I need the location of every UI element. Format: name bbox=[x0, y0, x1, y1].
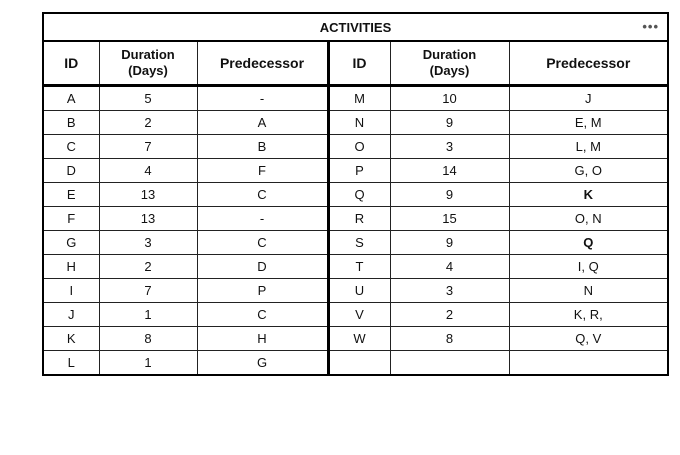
cell-id: G bbox=[43, 231, 99, 255]
table-row bbox=[43, 255, 668, 279]
cell-duration: 14 bbox=[390, 159, 509, 183]
header-duration-left-line2: (Days) bbox=[128, 63, 168, 78]
header-duration-right bbox=[390, 41, 509, 86]
table-row bbox=[43, 183, 668, 207]
cell-predecessor: G, O bbox=[509, 159, 668, 183]
table-row bbox=[43, 303, 668, 327]
cell-duration: 2 bbox=[99, 111, 197, 135]
cell-duration: 13 bbox=[99, 207, 197, 231]
cell-predecessor: K bbox=[509, 183, 668, 207]
cell-id: R bbox=[328, 207, 390, 231]
table-row bbox=[43, 207, 668, 231]
header-duration-left-line1: Duration bbox=[121, 47, 175, 62]
cell-predecessor: F bbox=[197, 159, 328, 183]
cell-duration: 3 bbox=[99, 231, 197, 255]
cell-id: H bbox=[43, 255, 99, 279]
table-row bbox=[43, 135, 668, 159]
cell-id: V bbox=[328, 303, 390, 327]
cell-id: E bbox=[43, 183, 99, 207]
table-row bbox=[43, 327, 668, 351]
table-row bbox=[43, 86, 668, 111]
cell-predecessor: P bbox=[197, 279, 328, 303]
cell-id: J bbox=[43, 303, 99, 327]
cell-predecessor: Q, V bbox=[509, 327, 668, 351]
cell-predecessor: C bbox=[197, 183, 328, 207]
table-row bbox=[43, 231, 668, 255]
table-title: ACTIVITIES bbox=[319, 19, 392, 35]
cell-id: A bbox=[43, 86, 99, 111]
table-header-row bbox=[43, 41, 668, 86]
cell-predecessor: L, M bbox=[509, 135, 668, 159]
cell-duration: 13 bbox=[99, 183, 197, 207]
table-row bbox=[43, 351, 668, 376]
cell-duration: 2 bbox=[99, 255, 197, 279]
cell-id: N bbox=[328, 111, 390, 135]
cell-predecessor: D bbox=[197, 255, 328, 279]
cell-duration: 3 bbox=[390, 135, 509, 159]
cell-duration: 7 bbox=[99, 135, 197, 159]
cell-duration: 4 bbox=[390, 255, 509, 279]
cell-predecessor: K, R, bbox=[509, 303, 668, 327]
cell-predecessor: N bbox=[509, 279, 668, 303]
cell-duration: 9 bbox=[390, 183, 509, 207]
cell-id: M bbox=[328, 86, 390, 111]
cell-predecessor: A bbox=[197, 111, 328, 135]
cell-duration: 9 bbox=[390, 111, 509, 135]
header-duration-right-line2: (Days) bbox=[429, 63, 470, 78]
cell-duration: 8 bbox=[390, 327, 509, 351]
cell-predecessor: C bbox=[197, 231, 328, 255]
table-title-row bbox=[43, 13, 668, 41]
table-row bbox=[43, 111, 668, 135]
cell-duration: 3 bbox=[390, 279, 509, 303]
table-row bbox=[43, 279, 668, 303]
cell-id: I bbox=[43, 279, 99, 303]
cell-duration: 8 bbox=[99, 327, 197, 351]
more-dots-icon[interactable]: ••• bbox=[642, 19, 660, 34]
header-id-right: ID bbox=[328, 41, 390, 86]
cell-id: W bbox=[328, 327, 390, 351]
header-duration-left bbox=[99, 41, 197, 86]
cell-predecessor: H bbox=[197, 327, 328, 351]
table-row bbox=[43, 159, 668, 183]
cell-id: F bbox=[43, 207, 99, 231]
cell-duration: 1 bbox=[99, 303, 197, 327]
cell-predecessor: Q bbox=[509, 231, 668, 255]
cell-predecessor: E, M bbox=[509, 111, 668, 135]
cell-id: C bbox=[43, 135, 99, 159]
cell-duration: 10 bbox=[390, 86, 509, 111]
cell-id bbox=[328, 351, 390, 376]
activities-table bbox=[42, 12, 669, 376]
activities-table-container bbox=[42, 12, 667, 376]
cell-id: O bbox=[328, 135, 390, 159]
cell-id: L bbox=[43, 351, 99, 376]
cell-predecessor bbox=[509, 351, 668, 376]
cell-id: S bbox=[328, 231, 390, 255]
cell-predecessor: B bbox=[197, 135, 328, 159]
cell-id: D bbox=[43, 159, 99, 183]
cell-duration: 2 bbox=[390, 303, 509, 327]
header-duration-right-line1: Duration bbox=[422, 47, 477, 62]
cell-duration: 9 bbox=[390, 231, 509, 255]
header-predecessor-left: Predecessor bbox=[197, 41, 328, 86]
cell-id: K bbox=[43, 327, 99, 351]
cell-duration: 7 bbox=[99, 279, 197, 303]
cell-duration: 5 bbox=[99, 86, 197, 111]
cell-id: U bbox=[328, 279, 390, 303]
cell-duration: 1 bbox=[99, 351, 197, 376]
cell-duration bbox=[390, 351, 509, 376]
cell-predecessor: - bbox=[197, 86, 328, 111]
cell-id: Q bbox=[328, 183, 390, 207]
header-id-left: ID bbox=[43, 41, 99, 86]
cell-predecessor: I, Q bbox=[509, 255, 668, 279]
cell-id: T bbox=[328, 255, 390, 279]
cell-id: P bbox=[328, 159, 390, 183]
cell-predecessor: C bbox=[197, 303, 328, 327]
header-predecessor-right: Predecessor bbox=[509, 41, 668, 86]
cell-predecessor: G bbox=[197, 351, 328, 376]
cell-id: B bbox=[43, 111, 99, 135]
table-title-cell bbox=[43, 13, 668, 41]
cell-duration: 15 bbox=[390, 207, 509, 231]
cell-predecessor: J bbox=[509, 86, 668, 111]
cell-predecessor: - bbox=[197, 207, 328, 231]
cell-predecessor: O, N bbox=[509, 207, 668, 231]
cell-duration: 4 bbox=[99, 159, 197, 183]
